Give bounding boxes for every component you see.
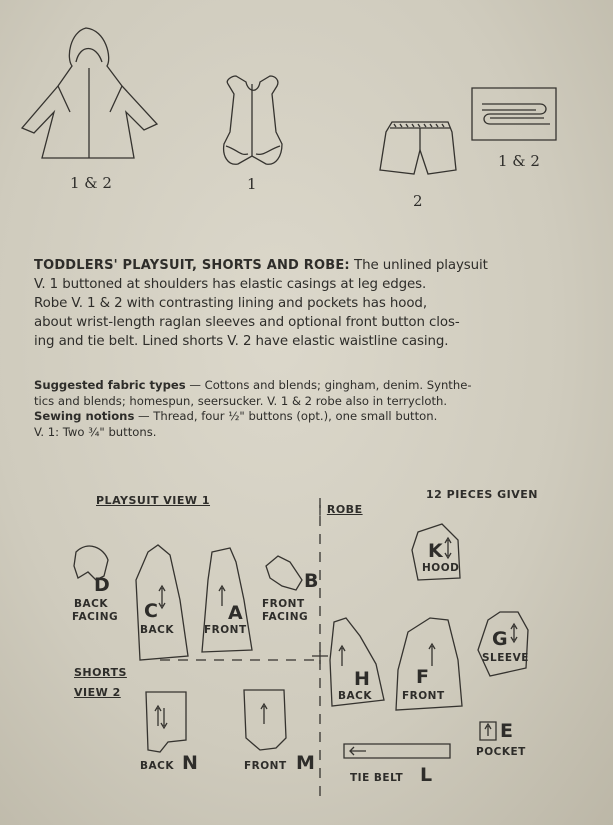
piece-n-letter: N: [182, 752, 198, 774]
notions-text: V. 1: Two ¾" buttons.: [34, 424, 157, 439]
description-line: Robe V. 1 & 2 with contrasting lining and pockets has hood,: [34, 296, 427, 311]
shorts-layout-title: SHORTS: [74, 666, 127, 679]
fabric-text: — Cottons and blends; gingham, denim. Synthe-: [185, 378, 472, 392]
piece-d-letter: D: [94, 574, 110, 596]
piece-a-name: FRONT: [204, 624, 247, 636]
piece-c-letter: C: [144, 600, 158, 622]
belt-view-number: 1 & 2: [498, 152, 540, 170]
playsuit-layout-title: PLAYSUIT VIEW 1: [96, 494, 211, 507]
fabric-text: tics and blends; homespun, seersucker. V. 1 & 2 robe also in terrycloth.: [34, 393, 448, 408]
robe-layout-label: ROBE: [326, 503, 363, 516]
robe-divider-mark: |: [318, 503, 327, 516]
piece-e-name: POCKET: [476, 746, 526, 758]
piece-k-letter: K: [428, 540, 443, 562]
description-line: The unlined playsuit: [353, 258, 488, 273]
piece-n-name: BACK: [140, 760, 174, 772]
description-heading: TODDLERS' PLAYSUIT, SHORTS AND ROBE:: [34, 258, 350, 273]
piece-f-letter: F: [416, 666, 429, 688]
piece-d-name: [74, 598, 118, 624]
piece-k-name: HOOD: [422, 562, 460, 574]
piece-m-name: FRONT: [244, 760, 287, 772]
fabric-and-notions: [34, 378, 594, 440]
fabric-label: Suggested fabric types: [34, 378, 186, 392]
piece-d-name-line2: FACING: [72, 611, 119, 623]
description-line: ing and tie belt. Lined shorts V. 2 have elastic waistline casing.: [34, 334, 449, 349]
shorts-sketch: [380, 122, 456, 174]
piece-b-name-line1: FRONT: [262, 598, 305, 610]
piece-b-letter: B: [304, 570, 319, 592]
piece-b-name: [262, 598, 308, 624]
piece-h-name: BACK: [338, 690, 372, 702]
robe-sketch: [22, 28, 157, 158]
piece-l-name: TIE BELT: [350, 772, 404, 784]
notions-text: — Thread, four ½" buttons (opt.), one small button.: [134, 409, 438, 423]
robe-view-number: 1 & 2: [70, 174, 112, 192]
piece-a-letter: A: [228, 602, 243, 624]
description-line: about wrist-length raglan sleeves and optional front button clos-: [34, 315, 460, 330]
piece-c-name: BACK: [140, 624, 174, 636]
shorts-view-number: 2: [413, 192, 423, 210]
notions-label: Sewing notions: [34, 409, 135, 423]
piece-e-letter: E: [500, 720, 513, 742]
piece-h-letter: H: [354, 668, 370, 690]
piece-l-letter: L: [420, 764, 433, 786]
pieces-given-label: 12 PIECES GIVEN: [426, 488, 538, 501]
piece-g-name: SLEEVE: [482, 652, 529, 664]
robe-layout-title: [318, 503, 363, 516]
belt-sketch: [472, 88, 556, 140]
piece-g-letter: G: [492, 628, 508, 650]
playsuit-view-number: 1: [247, 175, 257, 193]
piece-f-name: FRONT: [402, 690, 445, 702]
description-line: V. 1 buttoned at shoulders has elastic casings at leg edges.: [34, 277, 427, 292]
playsuit-sketch: [224, 76, 282, 164]
piece-b-name-line2: FACING: [262, 611, 309, 623]
shorts-view-label: VIEW 2: [74, 686, 121, 699]
piece-d-name-line1: BACK: [74, 598, 108, 610]
piece-m-letter: M: [296, 752, 315, 774]
pattern-description: [34, 256, 594, 351]
